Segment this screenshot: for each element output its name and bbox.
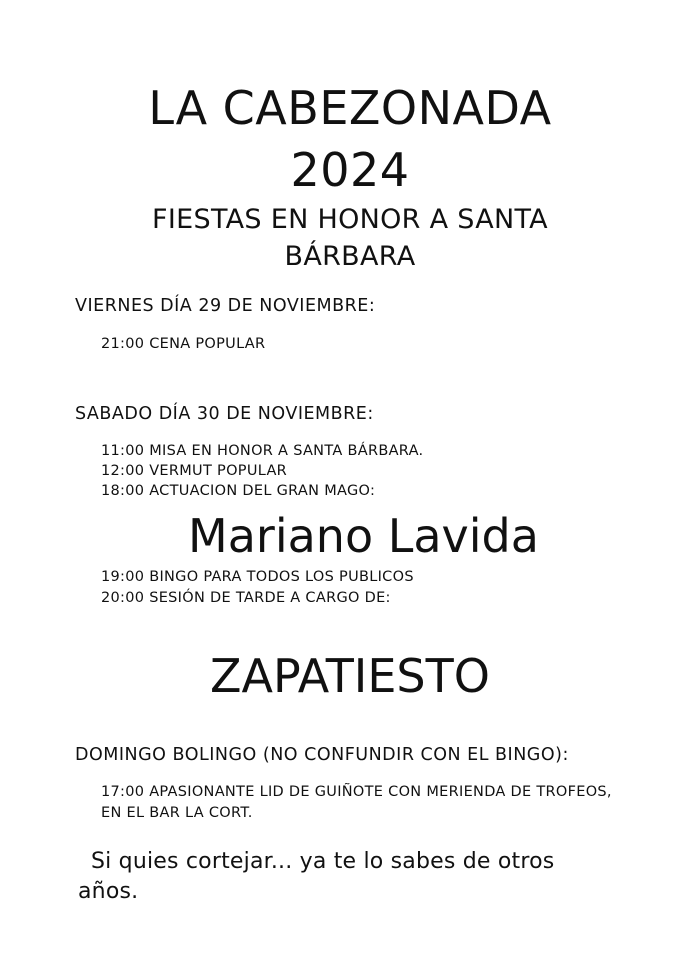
- sunday-heading: DOMINGO BOLINGO (NO CONFUNDIR CON EL BINGO):: [75, 745, 569, 765]
- saturday-heading: SABADO DÍA 30 DE NOVIEMBRE:: [75, 404, 374, 424]
- saturday-item: 18:00 ACTUACION DEL GRAN MAGO:: [101, 483, 376, 499]
- poster-title-line-1: LA CABEZONADA: [148, 81, 552, 135]
- band-name: ZAPATIESTO: [210, 649, 490, 703]
- subtitle-line-2: BÁRBARA: [284, 241, 416, 272]
- saturday-item: 12:00 VERMUT POPULAR: [101, 463, 288, 479]
- sunday-item: 17:00 APASIONANTE LID DE GUIÑOTE CON MERIENDA DE TROFEOS,: [101, 784, 612, 800]
- subtitle-line-1: FIESTAS EN HONOR A SANTA: [152, 204, 548, 235]
- friday-heading: VIERNES DÍA 29 DE NOVIEMBRE:: [75, 296, 376, 316]
- friday-item: 21:00 CENA POPULAR: [101, 336, 266, 352]
- sunday-item: EN EL BAR LA CORT.: [101, 805, 253, 821]
- poster-title-line-2: 2024: [290, 143, 410, 197]
- magician-name: Mariano Lavida: [188, 509, 539, 563]
- saturday-item: 20:00 SESIÓN DE TARDE A CARGO DE:: [101, 590, 391, 606]
- closing-line-1: Si quies cortejar... ya te lo sabes de otros: [91, 849, 555, 874]
- saturday-item: 11:00 MISA EN HONOR A SANTA BÁRBARA.: [101, 443, 424, 459]
- closing-line-2: años.: [78, 879, 139, 904]
- saturday-item: 19:00 BINGO PARA TODOS LOS PUBLICOS: [101, 569, 414, 585]
